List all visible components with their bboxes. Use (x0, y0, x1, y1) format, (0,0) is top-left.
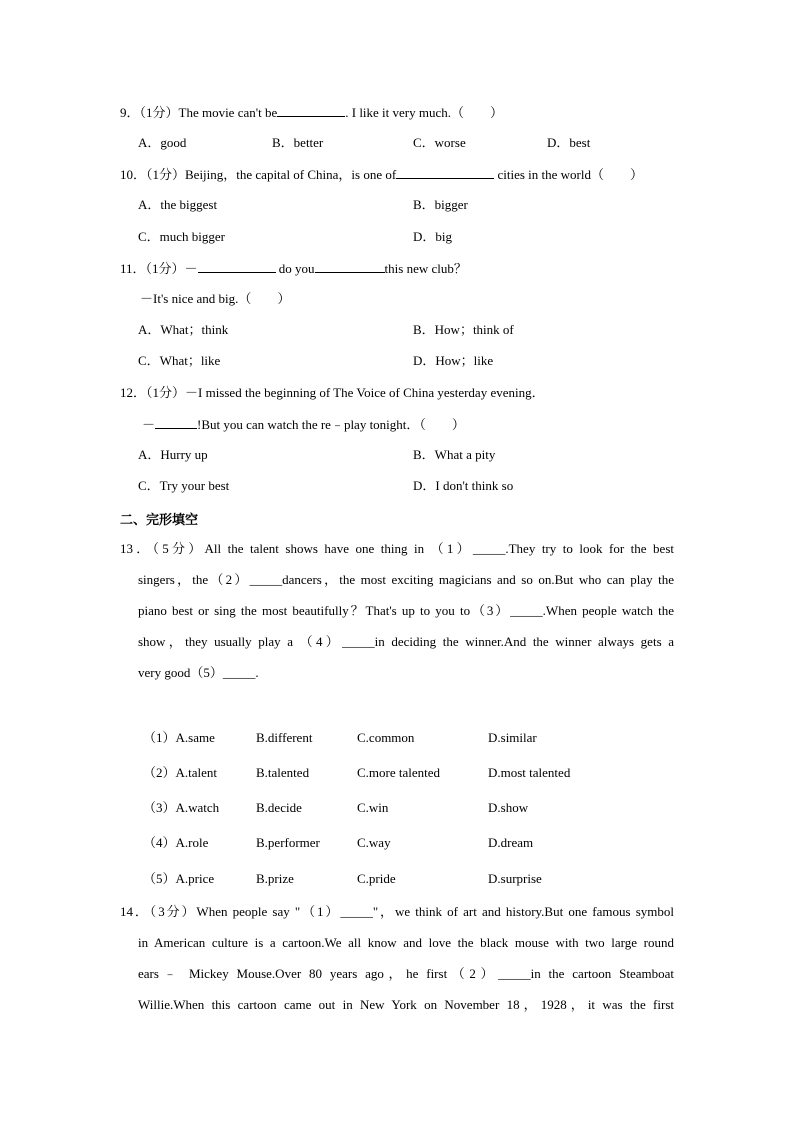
answer-blank[interactable] (396, 166, 494, 179)
q10-option-d[interactable]: D．big (413, 229, 453, 244)
q10-option-b[interactable]: B．bigger (413, 197, 468, 212)
q13-choice-3c[interactable]: C.win (357, 800, 389, 815)
q13-choice-1b[interactable]: B.different (256, 730, 313, 745)
q12-option-a[interactable]: A．Hurry up (138, 447, 208, 462)
q9-option-d[interactable]: D．best (547, 135, 591, 150)
q11-option-c[interactable]: C．What；like (138, 353, 221, 368)
q13-choice-3a[interactable]: （3）A.watch (143, 800, 220, 815)
q13-passage-line: 13．（5分）All the talent shows have one thing in （1）_____.They try to look for the best (120, 541, 674, 556)
q13-choice-4b[interactable]: B.performer (256, 835, 320, 850)
q13-choice-2c[interactable]: C.more talented (357, 765, 441, 780)
q10-stem: 10．（1分）Beijing，the capital of China，is one of cities in the world（ ） (120, 167, 643, 182)
q10-option-c[interactable]: C．much bigger (138, 229, 226, 244)
q13-passage-line: very good（5）_____. (138, 665, 259, 680)
q12-option-c[interactable]: C．Try your best (138, 478, 230, 493)
q13-passage-line: singers，the（2）_____dancers，the most exciting magicians and so on.But who can play the (138, 572, 674, 587)
q11-option-a[interactable]: A．What；think (138, 322, 229, 337)
answer-blank[interactable] (315, 260, 385, 273)
q13-choice-1d[interactable]: D.similar (488, 730, 537, 745)
q13-choice-5b[interactable]: B.prize (256, 871, 294, 886)
q13-choice-3b[interactable]: B.decide (256, 800, 302, 815)
q13-choice-1c[interactable]: C.common (357, 730, 415, 745)
q13-choice-3d[interactable]: D.show (488, 800, 529, 815)
q11-option-b[interactable]: B．How；think of (413, 322, 514, 337)
q14-passage-line: Willie.When this cartoon came out in New York on November 18，1928，it was the first (138, 997, 674, 1012)
q13-choice-2b[interactable]: B.talented (256, 765, 310, 780)
q13-choice-4c[interactable]: C.way (357, 835, 391, 850)
answer-blank[interactable] (198, 260, 276, 273)
q12-stem: 12．（1分）－I missed the beginning of The Voice of China yesterday evening． (120, 385, 545, 400)
q13-choice-1a[interactable]: （1）A.same (143, 730, 215, 745)
q9-option-a[interactable]: A．good (138, 135, 187, 150)
q13-choice-2d[interactable]: D.most talented (488, 765, 571, 780)
q12-reply: － !But you can watch the re﹣play tonight．（ ） (142, 417, 465, 432)
q12-option-d[interactable]: D．I don't think so (413, 478, 514, 493)
q9-option-b[interactable]: B．better (272, 135, 324, 150)
q13-passage-line: show，they usually play a （4）_____in deciding the winner.And the winner always gets a (138, 634, 674, 649)
q13-choice-4a[interactable]: （4）A.role (143, 835, 209, 850)
q12-option-b[interactable]: B．What a pity (413, 447, 496, 462)
q13-passage-line: piano best or sing the most beautifully？That's up to you to（3）_____.When people watch the (138, 603, 674, 618)
q14-passage-line: in American culture is a cartoon.We all know and love the black mouse with two large round (138, 935, 674, 950)
q9-option-c[interactable]: C．worse (413, 135, 466, 150)
section-title: 二、完形填空 (120, 513, 199, 528)
q13-choice-2a[interactable]: （2）A.talent (143, 765, 218, 780)
q13-choice-5a[interactable]: （5）A.price (143, 871, 215, 886)
answer-blank[interactable] (155, 416, 197, 429)
q13-choice-5c[interactable]: C.pride (357, 871, 396, 886)
q13-choice-5d[interactable]: D.surprise (488, 871, 542, 886)
q11-reply: －It's nice and big.（ ） (140, 291, 291, 306)
q14-passage-line: ears﹣ Mickey Mouse.Over 80 years ago，he first（2）_____in the cartoon Steamboat (138, 966, 674, 981)
q13-choice-4d[interactable]: D.dream (488, 835, 534, 850)
q14-passage-line: 14．（3分）When people say "（1）_____"，we think of art and history.But one famous symbol (120, 904, 674, 919)
q11-option-d[interactable]: D．How；like (413, 353, 494, 368)
answer-blank[interactable] (277, 104, 345, 117)
q11-stem: 11．（1分）－ do you this new club？ (120, 261, 467, 276)
q10-option-a[interactable]: A．the biggest (138, 197, 218, 212)
q9-stem: 9．（1分）The movie can't be . I like it very much.（ ） (120, 105, 504, 120)
